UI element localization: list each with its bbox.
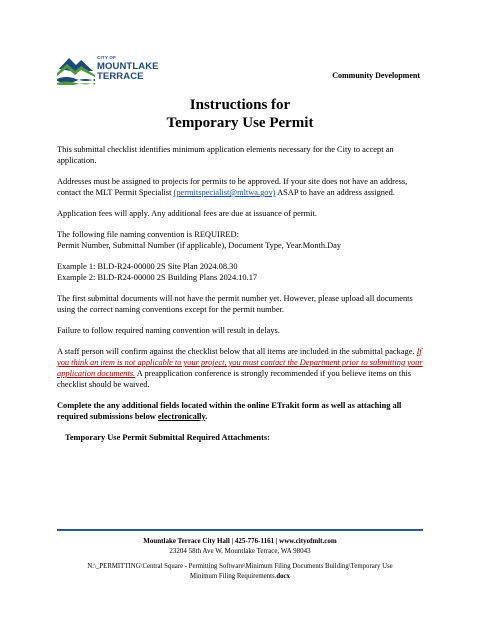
department-name: Community Development — [332, 71, 420, 80]
title-line-2: Temporary Use Permit — [166, 115, 314, 131]
naming-convention-paragraph — [57, 229, 427, 251]
electronically-emphasis: electronically — [157, 412, 206, 421]
intro-paragraph: This submittal checklist identifies minimum application elements necessary for the City to accept an application. — [57, 145, 394, 165]
staff-checklist-paragraph — [57, 346, 427, 390]
naming-required-line: The following file naming convention is REQUIRED: — [57, 230, 239, 239]
permit-specialist-email-link[interactable]: (permitspecialist@mltwa.gov) — [173, 188, 276, 197]
contact-department-notice: If you think an item is not applicable to your project, you must contact the Department prior to submitting your application documents. — [57, 347, 423, 378]
etrakit-instructions-paragraph — [57, 400, 427, 422]
naming-format-line: Permit Number, Submittal Number (if applicable), Document Type, Year.Month.Day — [57, 241, 342, 250]
logo-city-of: CITY OF — [97, 55, 117, 60]
address-text-b: ASAP to have an address assigned. — [275, 188, 395, 197]
fees-paragraph: Application fees will apply. Any additional fees are due at issuance of permit. — [57, 209, 317, 218]
staff-text-a: A staff person will confirm against the checklist below that all items are included in the submittal package. — [57, 347, 417, 356]
logo-terrace: TERRACE — [97, 71, 144, 82]
page-title — [0, 96, 480, 132]
examples-paragraph — [57, 261, 427, 283]
city-logo — [57, 55, 167, 87]
file-extension: docx — [276, 572, 290, 580]
footer-file-path — [0, 562, 480, 581]
example-1: Example 1: BLD-R24-00000 2S Site Plan 2024.08.30 — [57, 262, 238, 271]
file-path-line-2a: Minimum Filing Requirements. — [190, 572, 277, 580]
document-body — [57, 144, 427, 453]
file-path-line-1: N:\_PERMITTING\Central Square - Permitting Software\Minimum Filing Documents Building\Temporary Use — [87, 563, 393, 570]
attachments-heading: Temporary Use Permit Submittal Required Attachments: — [65, 433, 270, 442]
logo-mountlake: MOUNTLAKE — [97, 60, 159, 72]
title-line-1: Instructions for — [189, 97, 291, 113]
address-paragraph — [57, 176, 427, 198]
etrakit-text-b: . — [205, 412, 208, 421]
footer-divider — [57, 529, 423, 531]
first-submittal-paragraph: The first submittal documents will not have the permit number yet. However, please upload all documents using the correct naming conventions except for the permit number. — [57, 294, 413, 314]
staff-text-b: A preapplication conference is strongly recommended if you believe items on this checklist should be waived. — [57, 369, 411, 389]
footer-address: 23204 58th Ave W, Mountlake Terrace, WA 98043 — [169, 547, 311, 555]
mountain-logo-icon — [57, 55, 95, 85]
logo-wordmark — [97, 56, 159, 82]
etrakit-text-a: Complete the any additional fields located within the online ETrakit form as well as attaching all required submissions below — [57, 401, 402, 421]
address-text-a: Addresses must be assigned to projects for permits to be approved. If your site does not have an address, contact the MLT Permit Specialist — [57, 177, 408, 197]
footer-contact: Mountlake Terrace City Hall | 425-776-1161 | www.cityofmlt.com — [143, 537, 337, 545]
example-2: Example 2: BLD-R24-00000 2S Building Plans 2024.10.17 — [57, 273, 258, 282]
failure-warning-paragraph: Failure to follow required naming convention will result in delays. — [57, 326, 280, 335]
